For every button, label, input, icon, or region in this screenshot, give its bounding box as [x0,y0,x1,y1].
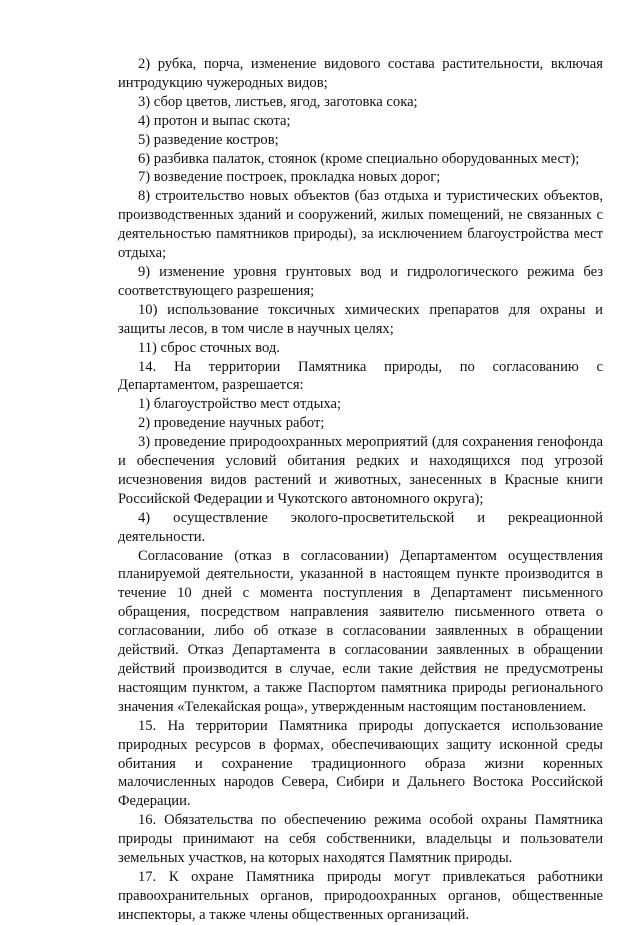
paragraph-item-5: 5) разведение костров; [138,131,279,148]
paragraph-clause-16: 16. Обязательства по обеспечению режима особой охраны Памятника природы принимают на себя собственники, владельцы и пользователи земельных участков, на которых находятся Памятник природы. [118,812,603,867]
paragraph-clause-14: 14. На территории Памятника природы, по согласованию с Департаментом, разрешается: [118,358,603,394]
paragraph-clause-15: 15. На территории Памятника природы допускается использование природных ресурсов в формах, обеспечивающих защиту исконной среды обитания и сохранение традиционного образа жизни коренных малочисленных народов Севера, Сибири и Дальнего Востока Российской Федерации. [118,717,603,810]
paragraph-approval: Согласование (отказ в согласовании) Департаментом осуществления планируемой деятельности, указанной в настоящем пункте производится в течение 10 дней с момента поступления в Департамент письменного обращения, посредством направления заявителю письменного ответа о согласовании, либо об отказе в согласовании заявленных в обращении действий. Отказ Департамента в согласовании заявленных в обращении действий производится в случае, если такие действия не предусмотрены настоящим пунктом, а также Паспортом памятника природы регионального значения «Телекайская роща», утвержденным настоящим постановлением. [118,547,603,715]
paragraph-item-10: 10) использование токсичных химических препаратов для охраны и защиты лесов, в том числе в научных целях; [118,301,603,337]
paragraph-allowed-4: 4) осуществление эколого-просветительской и рекреационной деятельности. [118,509,603,545]
paragraph-item-3: 3) сбор цветов, листьев, ягод, заготовка сока; [138,93,418,110]
paragraph-item-9: 9) изменение уровня грунтовых вод и гидрологического режима без соответствующего разрешения; [118,263,603,299]
document-page [118,55,603,925]
paragraph-item-8: 8) строительство новых объектов (баз отдыха и туристических объектов, производственных зданий и сооружений, жилых помещений, не связанных с деятельностью памятников природы), за исключением благоустройства мест отдыха; [118,188,603,262]
paragraph-item-6: 6) разбивка палаток, стоянок (кроме специально оборудованных мест); [138,150,580,167]
paragraph-item-4: 4) протон и выпас скота; [138,112,291,129]
paragraph-allowed-2: 2) проведение научных работ; [138,415,325,432]
paragraph-allowed-3: 3) проведение природоохранных мероприятий (для сохранения генофонда и обеспечения условий обитания редких и находящихся под угрозой исчезновения видов растений и животных, занесенных в Красные книги Российской Федерации и Чукотского автономного округа); [118,434,603,507]
paragraph-allowed-1: 1) благоустройство мест отдыха; [138,396,342,413]
paragraph-clause-17: 17. К охране Памятника природы могут привлекаться работники правоохранительных органов, природоохранных органов, общественные инспекторы, а также члены общественных организаций. [118,868,603,923]
paragraph-item-7: 7) возведение построек, прокладка новых дорог; [138,169,441,186]
paragraph-item-2: 2) рубка, порча, изменение видового состава растительности, включая интродукцию чужеродных видов; [118,56,603,91]
paragraph-item-11: 11) сброс сточных вод. [138,339,280,356]
